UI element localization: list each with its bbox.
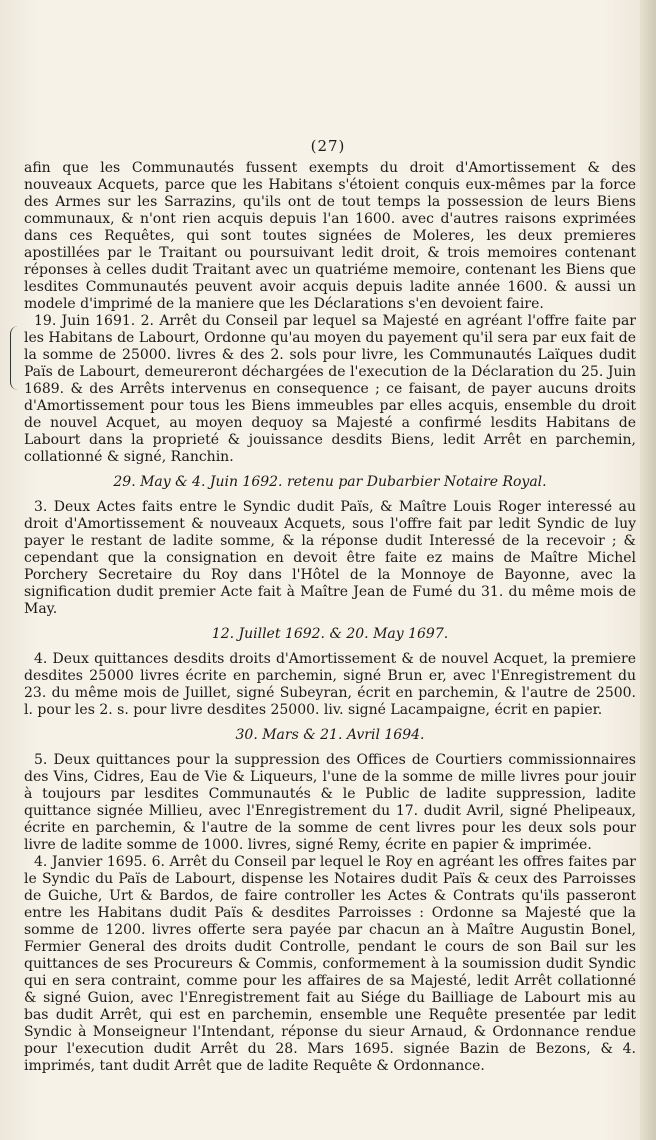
paragraph-intro: afin que les Communautés fussent exempts du droit d'Amortissement & des nouveaux Acquets, parce que les Habitans s'étoient conquis eux-mêmes par la force des Armes sur les Sarrazins, qu'ils ont de tout temps la possession de leurs Biens communaux, & n'ont rien acquis depuis l'an 1600. avec d'autres raisons exprimées dans ces Requêtes, qui sont toutes signées de Moleres, les deux premieres apostillées par le Traitant ou poursuivant ledit droit, & trois memoires contenant réponses à celles dudit Traitant avec un quatriéme memoire, contenant les Biens que lesdites Communautés peuvent avoir acquis depuis ladite année 1600. & aussi un modele d'imprimé de la maniere que les Déclarations s'en devoient faire. <box>24 160 636 312</box>
paragraph-4: 4. Deux quittances desdits droits d'Amortissement & de nouvel Acquet, la premiere desdites 25000 livres écrite en parchemin, signé Brun er, avec l'Enregistrement du 23. du même mois de Juillet, signé Subeyran, écrit en parchemin, & l'autre de 2500. l. pour les 2. s. pour livre desdites 25000. liv. signé Lacampaigne, écrit en papier. <box>24 651 636 718</box>
document-body <box>24 160 636 1075</box>
paragraph-6: 4. Janvier 1695. 6. Arrêt du Conseil par lequel le Roy en agréant les offres faites par le Syndic du Païs de Labourt, dispense les Notaires dudit Païs & ceux des Parroisses de Guiche, Urt & Bardos, de faire controller les Actes & Contrats qu'ils passeront entre les Habitans dudit Païs & desdites Parroisses : Ordonne sa Majesté que la somme de 1200. livres offerte sera payée par chacun an à Maître Augustin Bonel, Fermier General des droits dudit Controlle, pendant le cours de son Bail sur les quittances de ses Procureurs & Commis, conformement à la soumission dudit Syndic qui en sera contraint, comme pour les affaires de sa Majesté, ledit Arrêt collationné & signé Guion, avec l'Enregistrement fait au Siége du Bailliage de Labourt mis au bas dudit Arrêt, qui est en parchemin, ensemble une Requête presentée par ledit Syndic à Monseigneur l'Intendant, réponse du sieur Arnaud, & Ordonnance rendue pour l'execution dudit Arrêt du 28. Mars 1695. signée Bazin de Bezons, & 4. imprimés, tant dudit Arrêt que de ladite Requête & Ordonnance. <box>24 854 636 1074</box>
date-heading-1: 29. May & 4. Juin 1692. retenu par Dubarbier Notaire Royal. <box>113 474 547 490</box>
date-heading-3: 30. Mars & 21. Avril 1694. <box>235 727 425 743</box>
page-number: (27) <box>310 137 346 155</box>
page-fold <box>640 0 656 1140</box>
paragraph-3: 3. Deux Actes faits entre le Syndic dudit Païs, & Maître Louis Roger interessé au droit d'Amortissement & nouveaux Acquets, sous l'offre fait par ledit Syndic de luy payer le restant de ladite somme, & la réponse dudit Interessé de la recevoir ; & cependant que la consignation en devoit être faite ez mains de Maître Michel Porchery Secretaire du Roy dans l'Hôtel de la Monnoye de Bayonne, avec la signification dudit premier Acte fait à Maître Jean de Fumé du 31. du même mois de May. <box>24 499 636 617</box>
paragraph-5: 5. Deux quittances pour la suppression des Offices de Courtiers commissionnaires des Vins, Cidres, Eau de Vie & Liqueurs, l'une de la somme de mille livres pour jouir à toujours par lesdites Communautés & le Public de ladite suppression, ladite quittance signée Millieu, avec l'Enregistrement du 17. dudit Avril, signé Phelipeaux, écrite en parchemin, & l'autre de la somme de cent livres pour les deux sols pour livre de ladite somme de 1000. livres, signé Remy, écrite en papier & imprimée. <box>24 752 636 853</box>
paragraph-2: 19. Juin 1691. 2. Arrêt du Conseil par lequel sa Majesté en agréant l'offre faite par les Habitans de Labourt, Ordonne qu'au moyen du payement qu'il sera par eux fait de la somme de 25000. livres & des 2. sols pour livre, les Communautés Laïques dudit Païs de Labourt, demeureront déchargées de l'execution de la Déclaration du 25. Juin 1689. & des Arrêts intervenus en consequence ; ce faisant, de payer aucuns droits d'Amortissement pour tous les Biens immeubles par elles acquis, ensemble du droit de nouvel Acquet, au moyen dequoy sa Majesté a confirmé lesdits Habitans de Labourt dans la proprieté & jouissance desdits Biens, ledit Arrêt en parchemin, collationné & signé, Ranchin. <box>24 313 636 465</box>
margin-bracket <box>10 326 19 390</box>
date-heading-2: 12. Juillet 1692. & 20. May 1697. <box>211 626 449 642</box>
